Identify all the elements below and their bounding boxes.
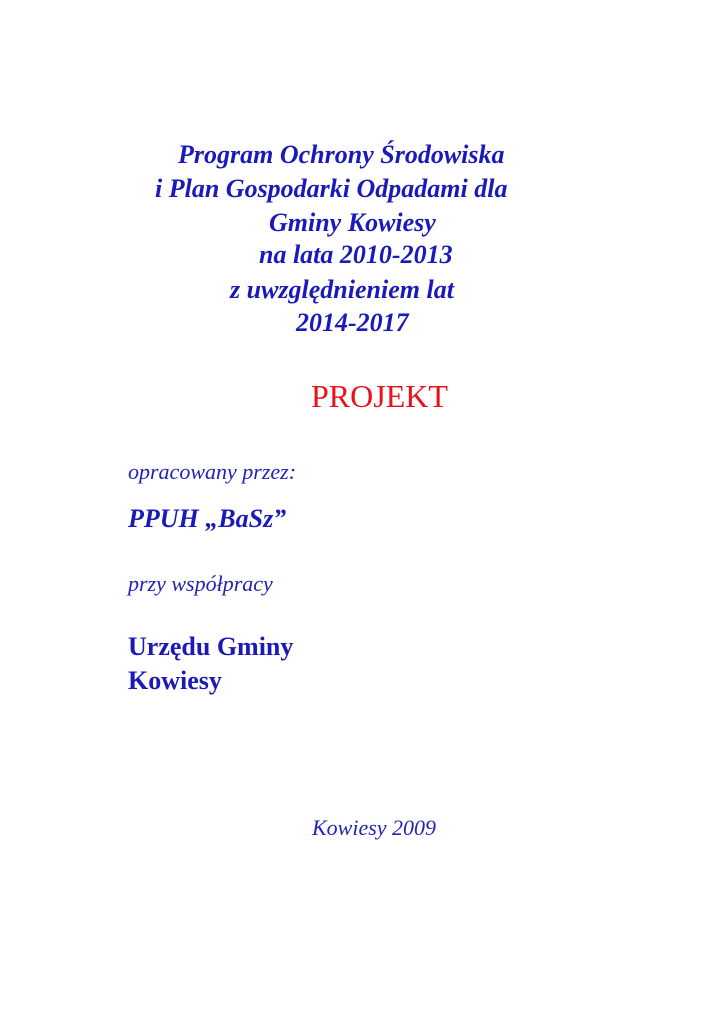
cooperation-label: przy współpracy bbox=[128, 571, 273, 596]
partner-line-1: Urzędu Gminy bbox=[128, 632, 294, 661]
title-line-4: na lata 2010-2013 bbox=[259, 240, 453, 269]
title-line-3: Gminy Kowiesy bbox=[269, 208, 436, 237]
title-line-1: Program Ochrony Środowiska bbox=[178, 140, 505, 169]
title-line-5: z uwzględnieniem lat bbox=[230, 275, 454, 304]
prepared-by-label: opracowany przez: bbox=[128, 459, 297, 484]
status-label: PROJEKT bbox=[311, 378, 448, 414]
title-line-6: 2014-2017 bbox=[296, 308, 409, 337]
partner-line-2: Kowiesy bbox=[128, 666, 222, 695]
company-name: PPUH „BaSz” bbox=[128, 504, 287, 533]
place-date: Kowiesy 2009 bbox=[312, 815, 437, 840]
title-line-2: i Plan Gospodarki Odpadami dla bbox=[155, 174, 508, 203]
